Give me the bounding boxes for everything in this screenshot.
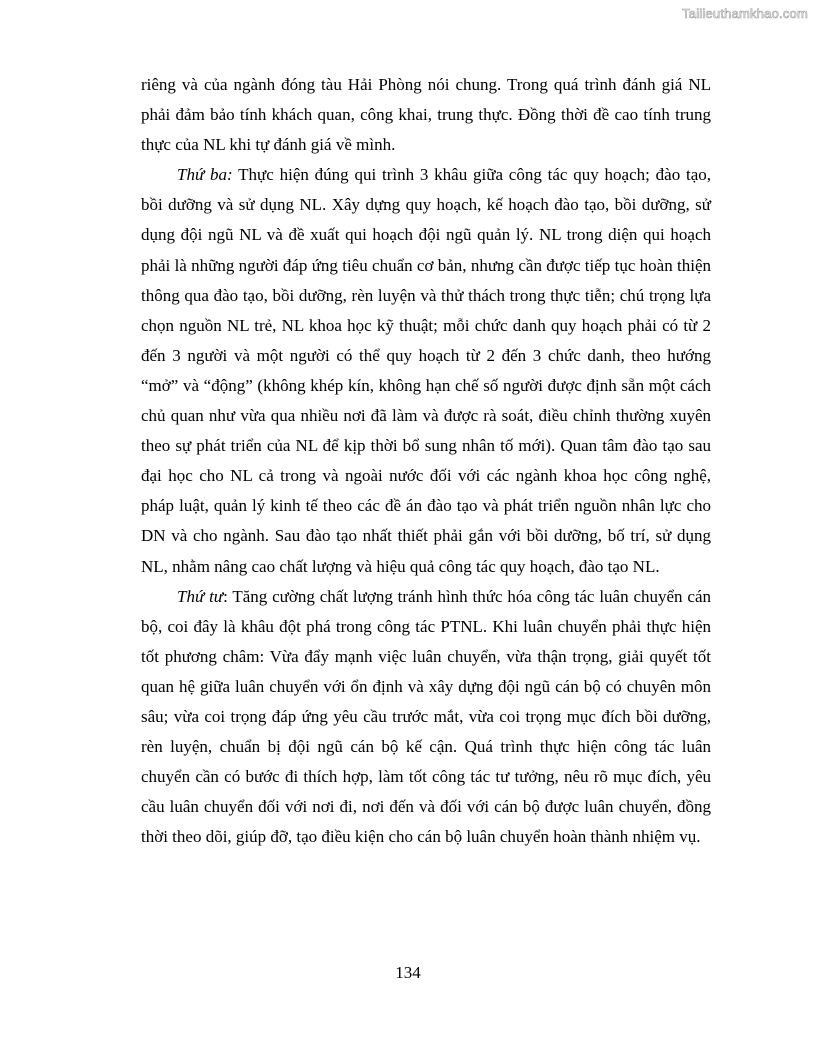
page-number: 134	[395, 963, 421, 982]
paragraph-lead-thu-tu: Thứ tư	[177, 586, 224, 606]
watermark-text: Tailieuthamkhao.com	[682, 6, 808, 21]
paragraph-thu-ba	[141, 160, 711, 581]
paragraph-lead-thu-ba: Thứ ba:	[177, 165, 233, 185]
paragraph-thu-tu	[141, 582, 711, 853]
paragraph-text: Thực hiện đúng qui trình 3 khâu giữa công tác quy hoạch; đào tạo, bồi dưỡng và sử dụng NL. Xây dựng quy hoạch, kế hoạch đào tạo, bồi dưỡng, sử dụng đội ngũ NL và đề xuất qui hoạch đội ngũ quản lý. NL trong diện qui hoạch phải là những người đáp ứng tiêu chuẩn cơ bản, nhưng cần được tiếp tục hoàn thiện thông qua đào tạo, bồi dưỡng, rèn luyện và thử thách trong thực tiễn; chú trọng lựa chọn nguồn NL trẻ, NL khoa học kỹ thuật; mỗi chức danh quy hoạch phải có từ 2 đến 3 người và một người có thể quy hoạch từ 2 đến 3 chức danh, theo hướng “mở” và “động” (không khép kín, không hạn chế số người được định sẵn một cách chủ quan như vừa qua nhiều nơi đã làm và được rà soát, điều chỉnh thường xuyên theo sự phát triển của NL để kịp thời bổ sung nhân tố mới). Quan tâm đào tạo sau đại học cho NL cả trong và ngoài nước đối với các ngành khoa học công nghệ, pháp luật, quản lý kinh tế theo các đề án đào tạo và phát triển nguồn nhân lực cho DN và cho ngành. Sau đào tạo nhất thiết phải gắn với bồi dưỡng, bố trí, sử dụng NL, nhằm nâng cao chất lượng và hiệu quả công tác quy hoạch, đào tạo NL.	[141, 165, 712, 576]
paragraph-text: : Tăng cường chất lượng tránh hình thức hóa công tác luân chuyển cán bộ, coi đây là khâu đột phá trong công tác PTNL. Khi luân chuyển phải thực hiện tốt phương châm: Vừa đẩy mạnh việc luân chuyển, vừa thận trọng, giải quyết tốt quan hệ giữa luân chuyển với ổn định và xây dựng đội ngũ cán bộ có chuyên môn sâu; vừa coi trọng đáp ứng yêu cầu trước mắt, vừa coi trọng mục đích bồi dưỡng, rèn luyện, chuẩn bị đội ngũ cán bộ kế cận. Quá trình thực hiện công tác luân chuyển cần có bước đi thích hợp, làm tốt công tác tư tưởng, nêu rõ mục đích, yêu cầu luân chuyển đối với nơi đi, nơi đến và đối với cán bộ được luân chuyển, đồng thời theo dõi, giúp đỡ, tạo điều kiện cho cán bộ luân chuyển hoàn thành nhiệm vụ.	[141, 586, 711, 847]
paragraph-continuation	[141, 70, 711, 160]
document-body	[141, 70, 711, 852]
paragraph-text: riêng và của ngành đóng tàu Hải Phòng nói chung. Trong quá trình đánh giá NL phải đảm bảo tính khách quan, công khai, trung thực. Đồng thời đề cao tính trung thực của NL khi tự đánh giá về mình.	[141, 75, 711, 155]
